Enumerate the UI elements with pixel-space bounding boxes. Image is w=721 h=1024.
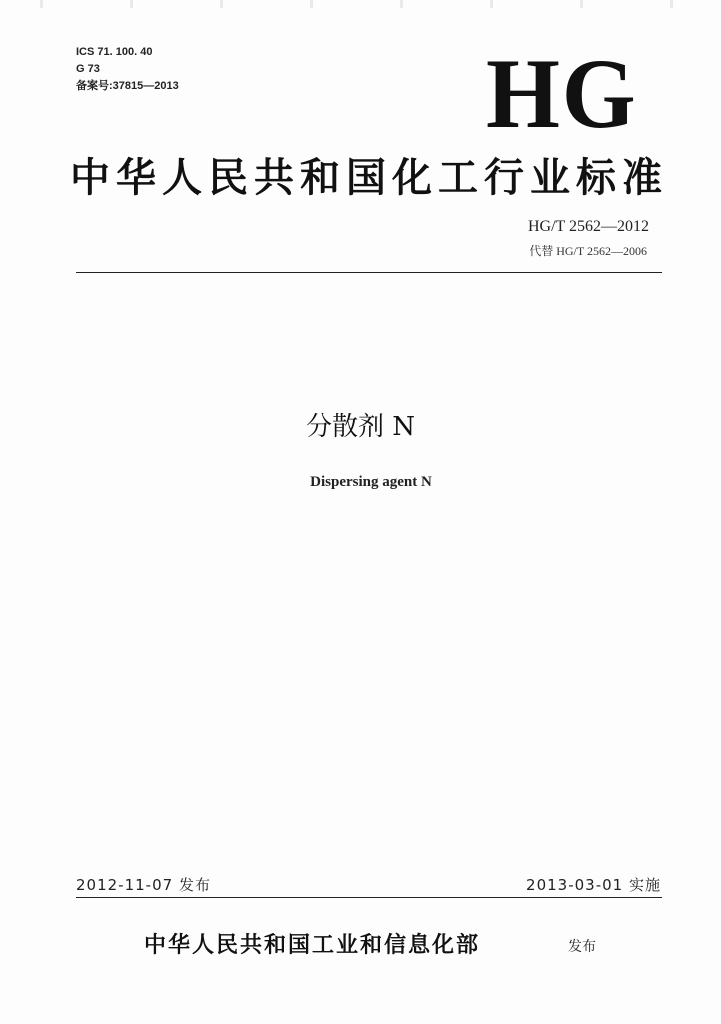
record-number: 备案号:37815—2013 bbox=[76, 80, 179, 92]
title-chinese: 分散剂 N bbox=[305, 412, 415, 442]
ics-code: ICS 71. 100. 40 bbox=[76, 46, 153, 58]
title-english: Dispersing agent N bbox=[310, 474, 432, 490]
classification-info bbox=[76, 44, 179, 95]
ccs-code: G 73 bbox=[76, 63, 100, 75]
scan-edge-noise bbox=[0, 0, 721, 8]
top-divider bbox=[76, 272, 662, 273]
bottom-divider bbox=[76, 897, 662, 898]
hg-logo: HG bbox=[486, 38, 638, 149]
replaced-standard: 代替 HG/T 2562—2006 bbox=[529, 244, 647, 258]
publisher-name: 中华人民共和国工业和信息化部 bbox=[144, 932, 481, 958]
standard-category: 中华人民共和国化工行业标准 bbox=[70, 154, 668, 201]
standard-number: HG/T 2562—2012 bbox=[527, 218, 649, 235]
issue-date: 2012-11-07 发布 bbox=[76, 876, 211, 894]
publisher-action: 发布 bbox=[568, 939, 596, 955]
implementation-date: 2013-03-01 实施 bbox=[526, 876, 661, 894]
